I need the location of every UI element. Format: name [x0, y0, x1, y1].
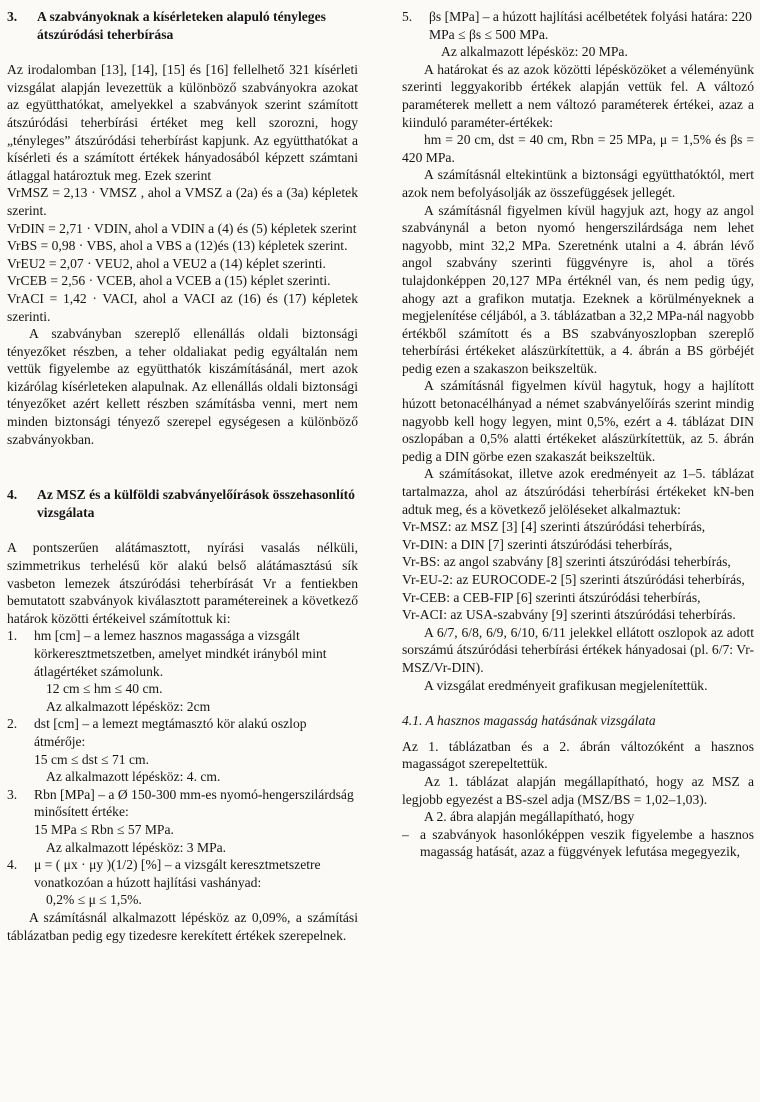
- definition-line: Vr-BS: az angol szabvány [8] szerinti átszúródási teherbírás,: [402, 554, 731, 570]
- parameter-values: hm = 20 cm, dst = 40 cm, Rbn = 25 MPa, μ = 1,5% és βs = 420 MPa.: [402, 132, 754, 165]
- paragraph: A vizsgálat eredményeit grafikusan megjelenítettük.: [424, 677, 708, 693]
- list-number: 3.: [7, 786, 18, 802]
- left-column: [7, 8, 358, 944]
- list-range: 15 cm ≤ dst ≤ 71 cm.: [34, 751, 149, 767]
- list-item: [402, 8, 754, 61]
- definition-line: Vr-EU-2: az EUROCODE-2 [5] szerinti átszúródási teherbírás,: [402, 572, 745, 587]
- paragraph: A számításnál alkalmazott lépésköz az 0,09%, a számítási táblázatban pedig egy tizedesre kerekített értékek szerepelnek.: [7, 909, 358, 943]
- formula-line: VrDIN = 2,71 · VDIN, ahol a VDIN a (4) és (5) képletek szerint: [7, 220, 357, 236]
- list-number: 5.: [402, 9, 413, 24]
- list-step: Az alkalmazott lépésköz: 3 MPa.: [46, 839, 227, 855]
- list-step: Az alkalmazott lépésköz: 2cm: [46, 698, 211, 714]
- list-item: [7, 856, 358, 909]
- section-3-heading: [7, 8, 358, 43]
- list-number: 1.: [7, 628, 18, 644]
- list-item: [7, 715, 358, 785]
- list-text: a szabványok hasonlóképpen veszik figyelembe a hasznos magasság hatását, azaz a függvények lefutása megegyezik,: [420, 826, 754, 860]
- list-item: [7, 627, 358, 715]
- list-number: 2.: [7, 716, 18, 732]
- section-title: Az MSZ és a külföldi szabványelőírások összehasonlító vizsgálata: [37, 487, 355, 520]
- paragraph: Az 1. táblázat alapján megállapítható, hogy az MSZ a legjobb egyezést a BS-szel adja (MSZ/BS = 1,02–1,03).: [402, 773, 754, 807]
- paragraph: A határokat és az azok közötti lépésközöket a véleményünk szerinti leggyakoribb értékek alapján vettük fel. A változó paraméterek mellett a nem változó paraméterek értékei, azaz a kiinduló paraméter-értékek:: [402, 61, 754, 130]
- right-column: [402, 8, 754, 861]
- paragraph: A számításnál figyelmen kívül hagytuk, hogy a hajlított húzott betonacélhányad a német szabványelőírás szerint mindig nagyobb kell hogy legyen, mint 0,5%, ezért a 4. táblázat DIN oszlopában a 0,5% alatti értékeket alászürkítettük, az 5. ábrán pedig a DIN görbe ezen szakaszát beikszeltük.: [402, 378, 754, 464]
- paragraph: A szabványban szereplő ellenállás oldali biztonsági tényezőket részben, a teher oldaliakat pedig egyáltalán nem vettük figyelembe az együtthatók kiszámításánál, mert azok kizárólag kísérleteken alapulnak. Az ellenállás oldali biztonsági tényezőket azért kellett részben számításba venni, mert nem minden biztonsági tényező szerepel egységesen a különböző szabványokban.: [7, 326, 358, 447]
- section-4-heading: [7, 486, 358, 521]
- formula-line: VrMSZ = 2,13 · VMSZ , ahol a VMSZ a (2a) és a (3a) képletek szerint.: [7, 185, 358, 218]
- formula-line: VrACI = 1,42 · VACI, ahol a VACI az (16) és (17) képletek szerinti.: [7, 290, 358, 324]
- list-text: hm [cm] – a lemez hasznos magassága a vizsgált körkeresztmetszetben, amelyet mindkét irányból mint átlagértéket számolunk.: [34, 628, 327, 679]
- list-range: 12 cm ≤ hm ≤ 40 cm.: [46, 681, 163, 697]
- definition-line: Vr-CEB: a CEB-FIP [6] szerinti átszúródási teherbírás,: [402, 589, 701, 605]
- paragraph: Az irodalomban [13], [14], [15] és [16] fellelhető 321 kísérleti vizsgálat alapján levezettük a különböző szabványokra azokat az együtthatókat, amelyekkel a szabványok szerint számított átszúródási teherbírási értéket meg kell szorozni, hogy „tényleges” átszúródási teherbírást kapjunk. Az együtthatókat a kísérleti és a számított értékek hányadosából képzett számtani átlaggal határoztuk meg. Ezek szerint: [7, 62, 358, 183]
- list-text: βs [MPa] – a húzott hajlítási acélbetétek folyási határa: 220 MPa ≤ βs ≤ 500 MPa.: [429, 9, 752, 42]
- subsection-heading: 4.1. A hasznos magasság hatásának vizsgálata: [402, 713, 656, 729]
- formula-line: VrBS = 0,98 · VBS, ahol a VBS a (12)és (13) képletek szerint.: [7, 238, 348, 254]
- list-range: 0,2% ≤ μ ≤ 1,5%.: [46, 892, 142, 908]
- definition-line: Vr-MSZ: az MSZ [3] [4] szerinti átszúródási teherbírás,: [402, 519, 706, 535]
- list-range: 15 MPa ≤ Rbn ≤ 57 MPa.: [34, 821, 174, 837]
- list-item: [7, 786, 358, 856]
- paragraph: A pontszerűen alátámasztott, nyírási vasalás nélküli, szimmetrikus terhelésű kör alakú belső alátámasztású sík vasbeton lemezek átszúródási teherbírását Vr a fentiekben bemutatott szabványok kiválasztott paramétereinek a következő határok közötti értékeivel számítottuk ki:: [7, 540, 358, 626]
- definition-line: Vr-DIN: a DIN [7] szerinti átszúródási teherbírás,: [402, 536, 673, 552]
- section-number: 3.: [7, 9, 18, 24]
- formula-line: VrCEB = 2,56 · VCEB, ahol a VCEB a (15) képlet szerinti.: [7, 273, 331, 289]
- dash-list-item: [402, 826, 754, 861]
- section-number: 4.: [7, 487, 18, 503]
- paragraph: A 6/7, 6/8, 6/9, 6/10, 6/11 jelekkel ellátott oszlopok az adott sorszámú átszúródási teherbírási értékek hányadosai (pl. 6/7: Vr-MSZ/Vr-DIN).: [402, 624, 754, 675]
- list-number: 4.: [7, 857, 18, 873]
- list-text: Rbn [MPa] – a Ø 150-300 mm-es nyomó-hengerszilárdság minősített értéke:: [34, 786, 354, 820]
- list-text: μ = ( μx · μy )(1/2) [%] – a vizsgált keresztmetszetre vonatkozóan a húzott hajlítási vashányad:: [34, 857, 321, 890]
- list-step: Az alkalmazott lépésköz: 4. cm.: [46, 769, 221, 785]
- paragraph: A számításnál figyelmen kívül hagyjuk azt, hogy az angol szabványnál a beton nyomó hengerszilárdsága nem lehet nagyobb, mint 32,2 MPa. Szeretnénk utalni a 4. ábrán lévő angol szabvány szerinti függvényre is, ahol a törés tulajdonképpen 20,127 MPa értéknél van, és nem pedig úgy, ahogy azt a grafikon mutatja. Ezeknek a körülményeknek a megjelenítése céljából, a 3. táblázatban a 32,2 MPa-nál nagyobb értékből számított és a BS szabványoszlopban szereplő teherbírási értékeket alászürkítettük, a 4. ábrán a BS görbéjét pedig ezen a szakaszon beikszeltük.: [402, 202, 754, 376]
- formula-line: VrEU2 = 2,07 · VEU2, ahol a VEU2 a (14) képlet szerinti.: [7, 255, 326, 271]
- paragraph: A számításokat, illetve azok eredményeit az 1–5. táblázat tartalmazza, ahol az átszúródási teherbírási értékeket kN-ben adtuk meg, és a következő jelöléseket alkalmaztuk:: [402, 466, 754, 517]
- definition-line: Vr-ACI: az USA-szabvány [9] szerinti átszúródási teherbírás.: [402, 607, 736, 623]
- paragraph: Az 1. táblázatban és a 2. ábrán változóként a hasznos magasságot szerepeltettük.: [402, 738, 754, 772]
- list-text: dst [cm] – a lemezt megtámasztó kör alakú oszlop átmérője:: [34, 716, 307, 749]
- paragraph: A 2. ábra alapján megállapítható, hogy: [424, 809, 635, 825]
- paragraph: A számításnál eltekintünk a biztonsági együtthatóktól, mert azok nem befolyásolják az összefüggések jellegét.: [402, 167, 754, 200]
- dash-marker: –: [402, 826, 409, 842]
- list-step: Az alkalmazott lépésköz: 20 MPa.: [441, 44, 628, 60]
- section-title: A szabványoknak a kísérleteken alapuló tényleges átszúródási teherbírása: [37, 9, 326, 42]
